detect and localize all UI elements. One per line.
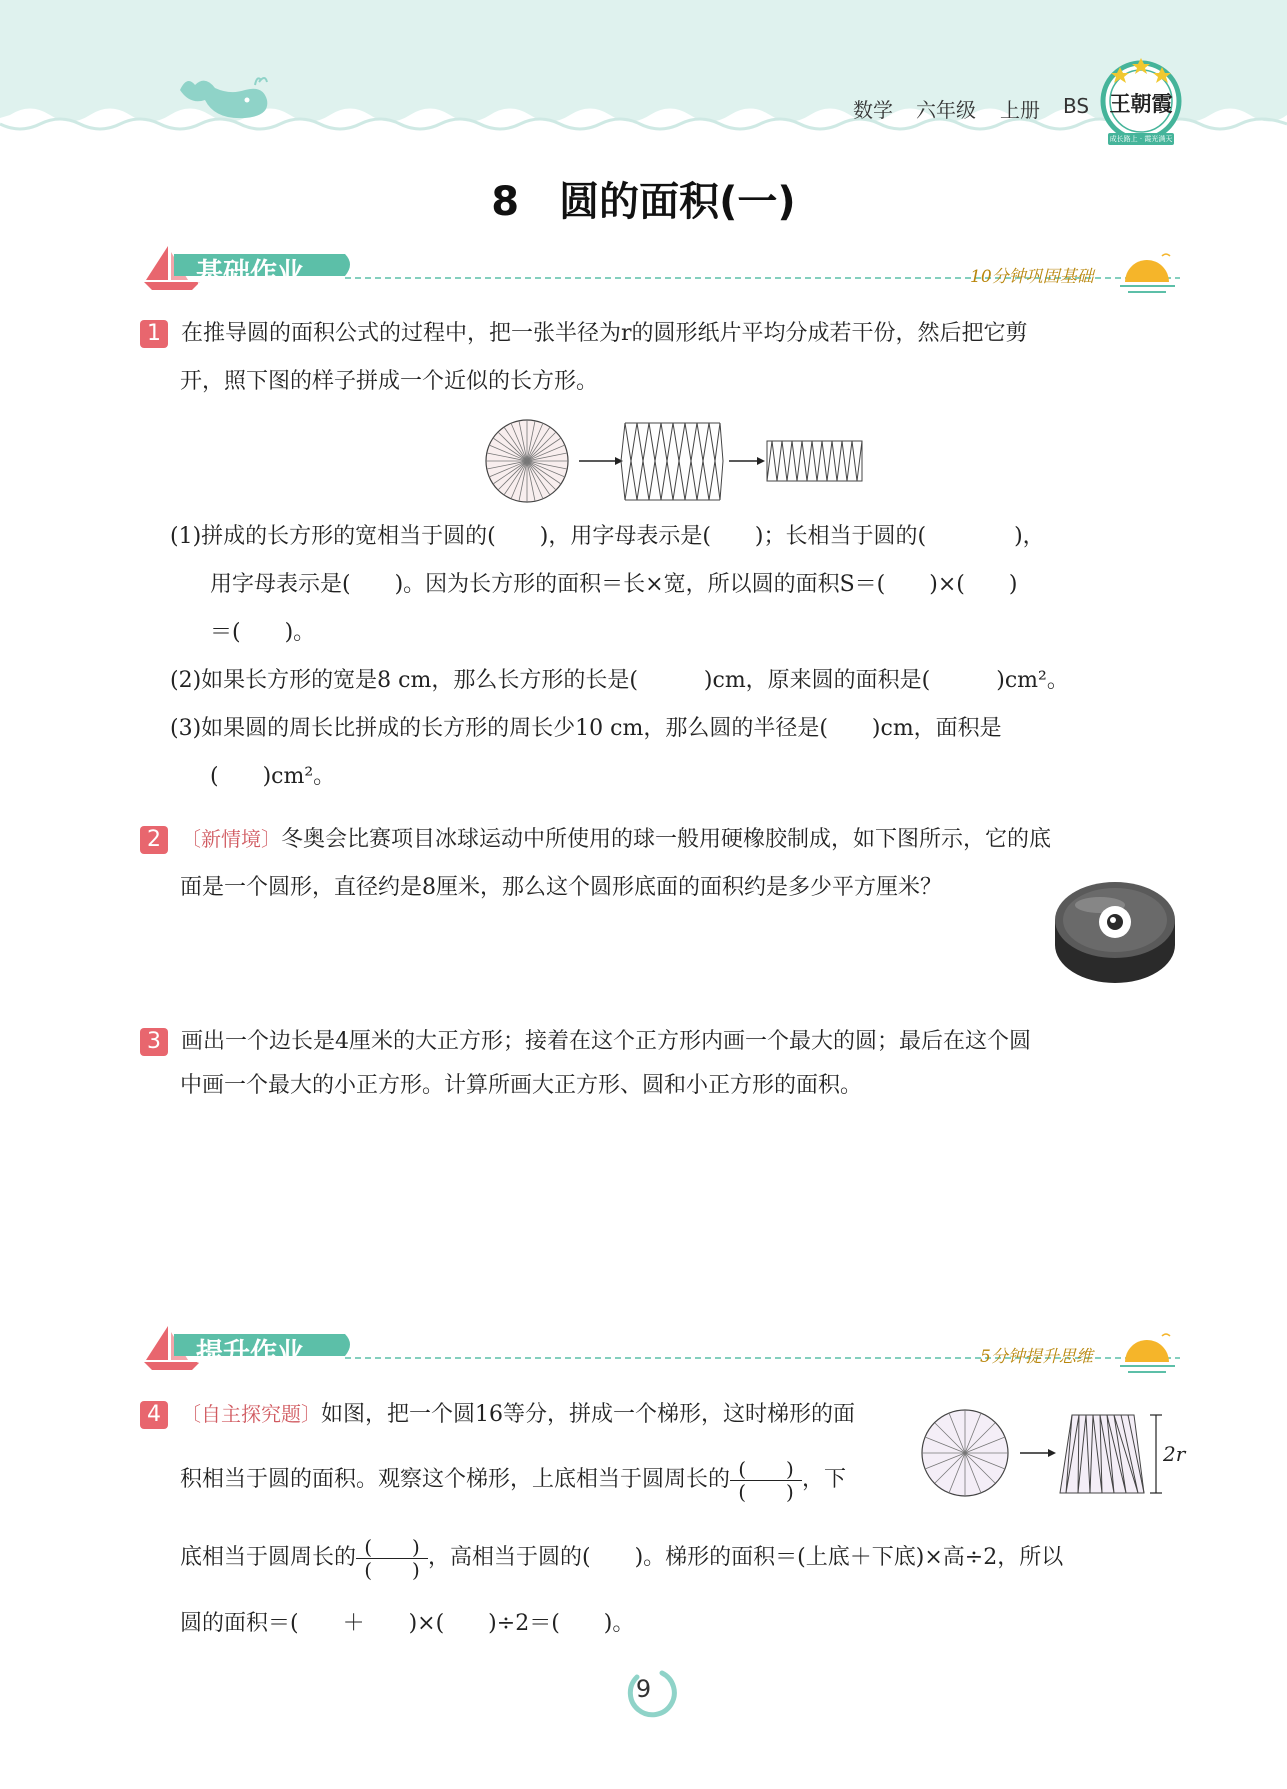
fraction-denominator: ( ) xyxy=(356,1558,428,1581)
page-title: 8 圆的面积(一) xyxy=(491,179,796,225)
q1-stem-line1: 在推导圆的面积公式的过程中，把一张半径为r的圆形纸片平均分成若干份，然后把它剪 xyxy=(181,321,1028,346)
header-edition: BS xyxy=(1063,94,1090,118)
q3-line2: 中画一个最大的小正方形。计算所画大正方形、圆和小正方形的面积。 xyxy=(180,1073,863,1098)
logo-text: 王朝霞 xyxy=(1109,91,1173,116)
q4-line4-row xyxy=(180,1600,1180,1648)
q4-line2-row xyxy=(180,1456,980,1504)
section-basic-label: 基础作业 xyxy=(196,258,304,289)
section-advanced-label: 提升作业 xyxy=(196,1338,304,1369)
q4-tag: 〔自主探究题〕 xyxy=(181,1402,321,1426)
header-grade: 六年级 xyxy=(916,98,976,122)
q2-tag: 〔新情境〕 xyxy=(181,827,281,851)
sector-circle xyxy=(486,420,568,502)
q1-part1-line2: 用字母表示是( )。因为长方形的面积＝长×宽，所以圆的面积S＝( )×( ) xyxy=(210,572,1018,597)
section-advanced-header xyxy=(140,1322,1180,1372)
page-number: 9 xyxy=(635,1675,652,1703)
trapezoid xyxy=(1060,1415,1144,1493)
q4-figure xyxy=(920,1405,1190,1505)
hockey-puck-image xyxy=(1050,880,1180,994)
q1-part3-line2: ( )cm²。 xyxy=(210,764,336,789)
header-volume: 上册 xyxy=(1000,98,1040,122)
q1-part2: (2)如果长方形的宽是8 cm，那么长方形的长是( )cm，原来圆的面积是( )cm²。 xyxy=(170,668,1069,693)
q2-line1: 冬奥会比赛项目冰球运动中所使用的球一般用硬橡胶制成，如下图所示，它的底 xyxy=(281,827,1052,852)
fraction-blank xyxy=(356,1536,428,1581)
sunset-icon xyxy=(1120,252,1175,301)
section-basic-header xyxy=(140,242,1180,292)
question-number: 2 xyxy=(140,826,168,854)
question-2 xyxy=(140,815,1180,912)
q1-stem-line2: 开，照下图的样子拼成一个近似的长方形。 xyxy=(180,369,599,394)
logo-ribbon-text: 成长路上 · 霞光满天 xyxy=(1109,135,1173,143)
question-3 xyxy=(140,1020,1180,1108)
rough-rectangle xyxy=(621,423,723,500)
brand-logo xyxy=(1100,55,1182,150)
question-4 xyxy=(140,1390,920,1439)
height-marker xyxy=(1150,1415,1162,1493)
q1-figure xyxy=(485,418,865,508)
height-label: 2r xyxy=(1163,1442,1186,1466)
header-subject: 数学 xyxy=(853,98,893,122)
whale-icon xyxy=(175,70,275,134)
fraction-denominator: ( ) xyxy=(730,1480,802,1503)
q4-line3-row xyxy=(180,1534,1190,1582)
section-basic-note: 10分钟巩固基础 xyxy=(970,267,1094,287)
q4-line1: 如图，把一个圆16等分，拼成一个梯形，这时梯形的面 xyxy=(321,1402,855,1427)
approx-rectangle xyxy=(767,441,862,481)
q4-line3a: 底相当于圆周长的 xyxy=(180,1545,357,1570)
question-1 xyxy=(140,310,1180,406)
q4-line2b: ，下 xyxy=(802,1467,847,1492)
fraction-blank xyxy=(730,1458,802,1503)
question-number: 4 xyxy=(140,1401,168,1429)
arrow-icon xyxy=(579,457,623,465)
q4-line2a: 积相当于圆的面积。观察这个梯形，上底相当于圆周长的 xyxy=(180,1467,731,1492)
q1-part1-line3: ＝( )。 xyxy=(210,620,316,645)
fraction-numerator: ( ) xyxy=(738,1456,794,1481)
question-number: 3 xyxy=(140,1028,168,1056)
q1-part1-line1: (1)拼成的长方形的宽相当于圆的( )，用字母表示是( )；长相当于圆的( )， xyxy=(170,524,1045,549)
question-number: 1 xyxy=(140,320,168,348)
q1-part3-line1: (3)如果圆的周长比拼成的长方形的周长少10 cm，那么圆的半径是( )cm，面积是 xyxy=(170,716,1002,741)
sunset-icon xyxy=(1120,1332,1175,1381)
sector-circle-16 xyxy=(922,1410,1008,1496)
arrow-icon xyxy=(1020,1449,1056,1457)
section-advanced-note: 5分钟提升思维 xyxy=(980,1347,1093,1367)
q1-parts xyxy=(170,513,1180,801)
q3-line1: 画出一个边长是4厘米的大正方形；接着在这个正方形内画一个最大的圆；最后在这个圆 xyxy=(181,1029,1031,1054)
q2-line2: 面是一个圆形，直径约是8厘米，那么这个圆形底面的面积约是多少平方厘米？ xyxy=(180,875,942,900)
fraction-numerator: ( ) xyxy=(364,1534,420,1559)
q4-line3b: ，高相当于圆的( )。梯形的面积＝(上底＋下底)×高÷2，所以 xyxy=(428,1545,1064,1570)
q4-line4: 圆的面积＝( ＋ )×( )÷2＝( )。 xyxy=(180,1611,635,1636)
arrow-icon xyxy=(729,457,765,465)
